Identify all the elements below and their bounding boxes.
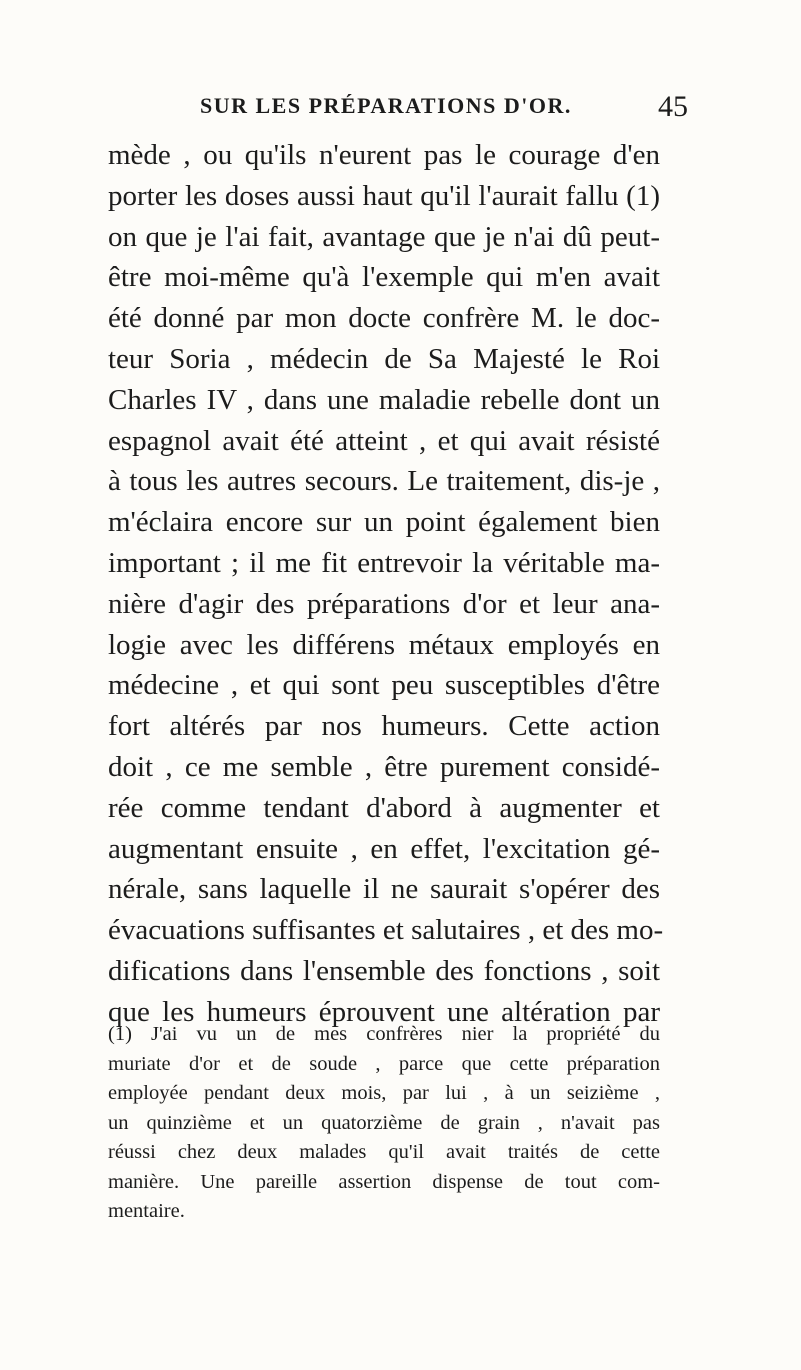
text-line: logie avec les différens métaux employés en [108, 628, 660, 661]
page-number: 45 [658, 90, 688, 123]
footnote [108, 1020, 660, 1227]
text-line: important ; il me fit entrevoir la véritable ma- [108, 546, 660, 579]
footnote-line: (1) J'ai vu un de mes confrères nier la propriété du [108, 1023, 660, 1045]
text-line: on que je l'ai fait, avantage que je n'ai dû peut- [108, 220, 660, 253]
text-line: nérale, sans laquelle il ne saurait s'opérer des [108, 873, 660, 906]
footnote-line: réussi chez deux malades qu'il avait traités de cette [108, 1141, 660, 1163]
text-line: rée comme tendant d'abord à augmenter et [108, 791, 660, 824]
footnote-line: muriate d'or et de soude , parce que cette préparation [108, 1052, 660, 1075]
text-line: médecine , et qui sont peu susceptibles d'être [108, 669, 660, 702]
footnote-line: employée pendant deux mois, par lui , à un seizième , [108, 1082, 660, 1104]
text-line: porter les doses aussi haut qu'il l'aurait fallu (1) [108, 179, 660, 212]
text-line: teur Soria , médecin de Sa Majesté le Roi [108, 342, 660, 375]
text-line: nière d'agir des préparations d'or et leur ana- [108, 587, 660, 620]
footnote-line: un quinzième et un quatorzième de grain , n'avait pas [108, 1111, 660, 1134]
text-line: évacuations suffisantes et salutaires , et des mo- [108, 914, 664, 947]
text-line: été donné par mon docte confrère M. le doc- [108, 302, 660, 335]
text-line: espagnol avait été atteint , et qui avait résisté [108, 424, 660, 457]
footnote-line: mentaire. [108, 1200, 185, 1222]
text-line: à tous les autres secours. Le traitement, dis-je , [108, 465, 660, 498]
text-line: doit , ce me semble , être purement considé- [108, 750, 660, 783]
text-line: difications dans l'ensemble des fonctions , soit [108, 954, 660, 987]
running-title: SUR LES PRÉPARATIONS D'OR. [200, 93, 572, 118]
text-line: Charles IV , dans une maladie rebelle dont un [108, 383, 660, 416]
text-line: être moi-même qu'à l'exemple qui m'en avait [108, 261, 660, 294]
main-text [108, 135, 664, 1033]
text-line: augmentant ensuite , en effet, l'excitation gé- [108, 832, 660, 865]
text-line: m'éclaira encore sur un point également bien [108, 506, 660, 539]
footnote-line: manière. Une pareille assertion dispense de tout com- [108, 1170, 660, 1193]
text-line: fort altérés par nos humeurs. Cette action [108, 710, 660, 743]
text-line: mède , ou qu'ils n'eurent pas le courage d'en [108, 139, 660, 171]
text-line: que les humeurs éprouvent une altération par [108, 995, 660, 1028]
